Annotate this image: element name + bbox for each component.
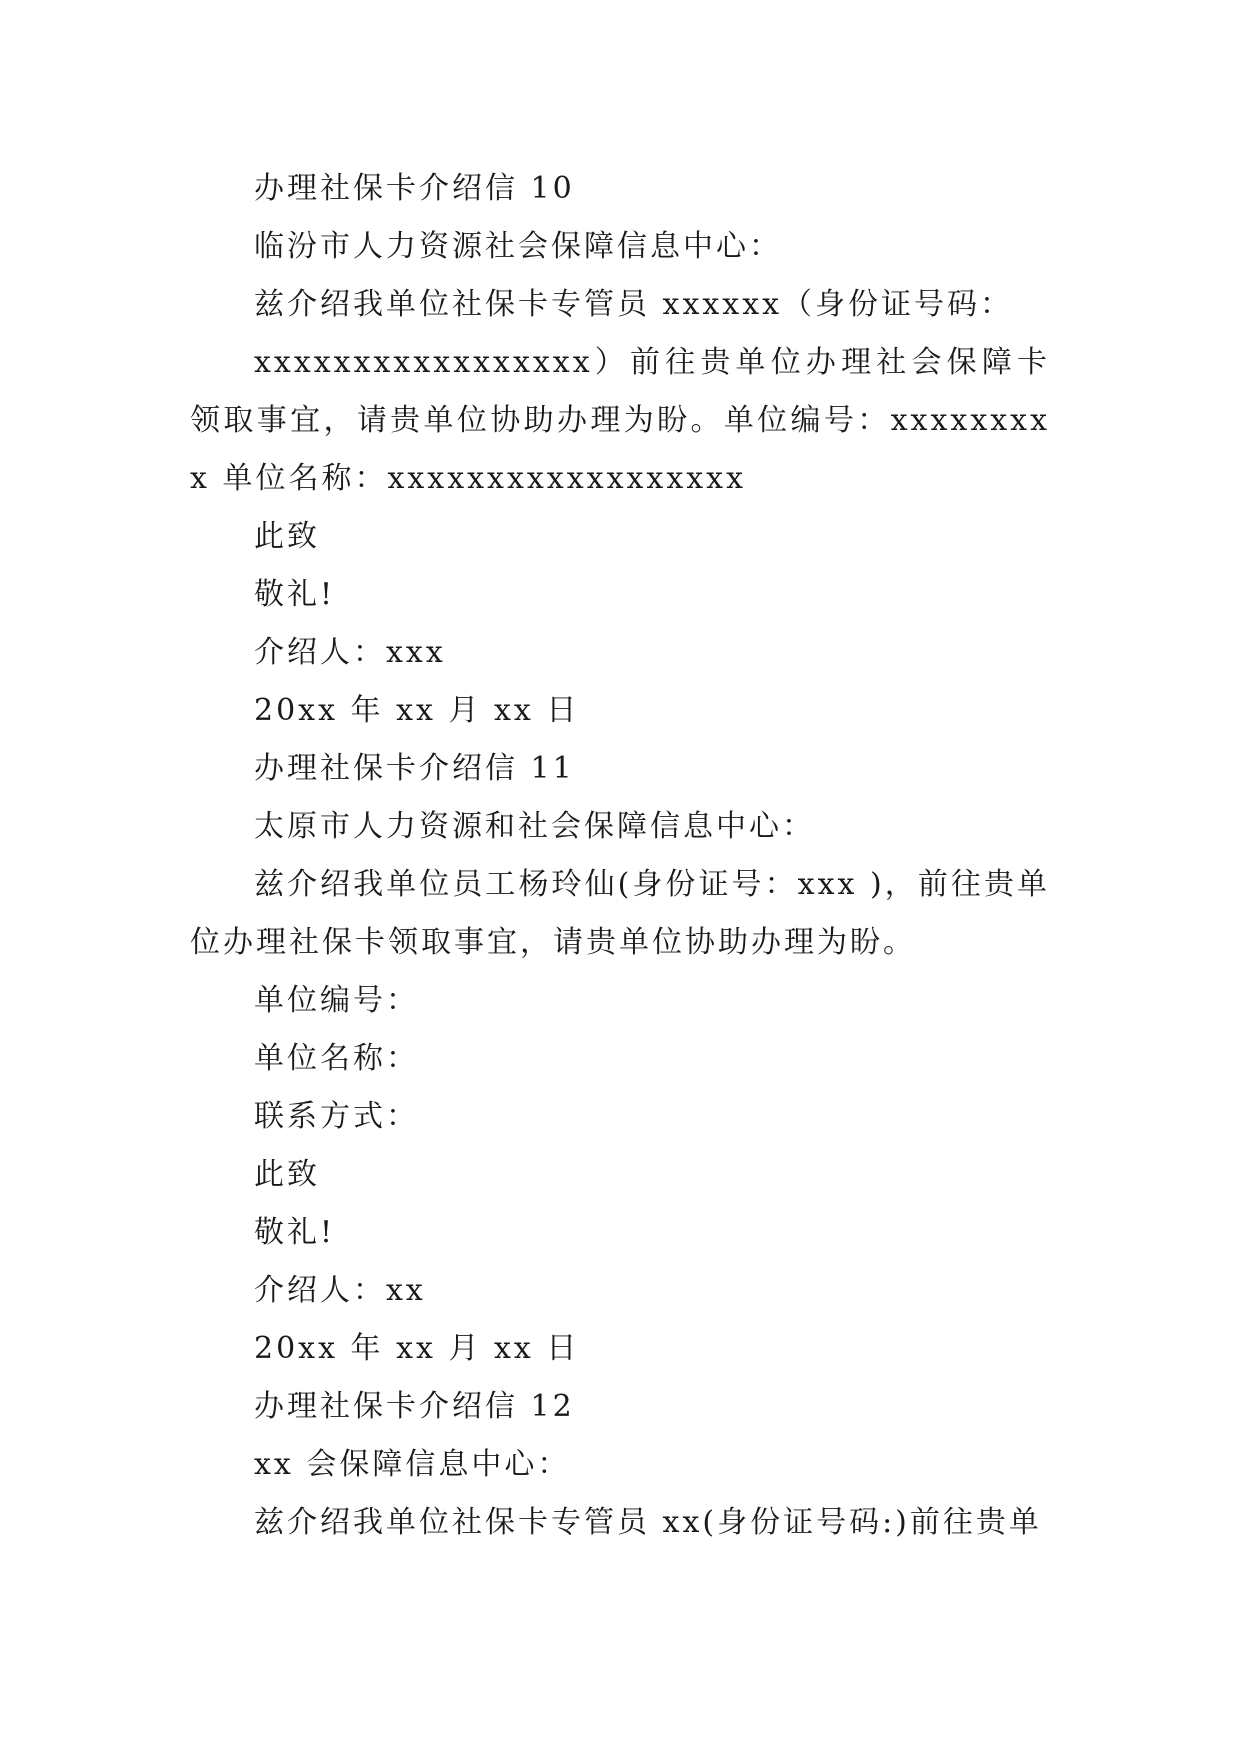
letter-11-unit-number: 单位编号：	[254, 983, 419, 1018]
letter-10-heading: 办理社保卡介绍信 10	[254, 171, 575, 206]
letter-11-heading: 办理社保卡介绍信 11	[254, 751, 575, 786]
letter-10-recipient: 临汾市人力资源社会保障信息中心：	[254, 229, 782, 264]
letter-10-body: xxxxxxxxxxxxxxxxx）前往贵单位办理社会保障卡领取事宜，请贵单位协助办理为盼。单位编号：xxxxxxxxx 单位名称：xxxxxxxxxxxxxxxxxx	[190, 345, 1050, 496]
letter-10-intro-line: 兹介绍我单位社保卡专管员 xxxxxx（身份证号码：	[254, 287, 1014, 322]
letter-10-closing-1: 此致	[254, 519, 320, 554]
letter-12-heading: 办理社保卡介绍信 12	[254, 1389, 575, 1424]
letter-11-closing-1: 此致	[254, 1157, 320, 1192]
letter-11-introducer: 介绍人：xx	[254, 1273, 426, 1308]
letter-10-date: 20xx 年 xx 月 xx 日	[254, 693, 580, 728]
letter-12-body: 兹介绍我单位社保卡专管员 xx(身份证号码:)前往贵单	[254, 1505, 1042, 1540]
letter-11-closing-2: 敬礼!	[254, 1215, 336, 1250]
letter-12-recipient: xx 会保障信息中心：	[254, 1447, 571, 1482]
letter-10-introducer: 介绍人：xxx	[254, 635, 446, 670]
letter-11-recipient: 太原市人力资源和社会保障信息中心：	[254, 809, 815, 844]
letter-11-contact: 联系方式：	[254, 1099, 419, 1134]
document-content	[190, 160, 1050, 1552]
letter-11-date: 20xx 年 xx 月 xx 日	[254, 1331, 580, 1366]
letter-11-unit-name: 单位名称：	[254, 1041, 419, 1076]
letter-11-body: 兹介绍我单位员工杨玲仙(身份证号：xxx )，前往贵单位办理社保卡领取事宜，请贵单位协助办理为盼。	[190, 867, 1050, 960]
letter-10-closing-2: 敬礼!	[254, 577, 336, 612]
